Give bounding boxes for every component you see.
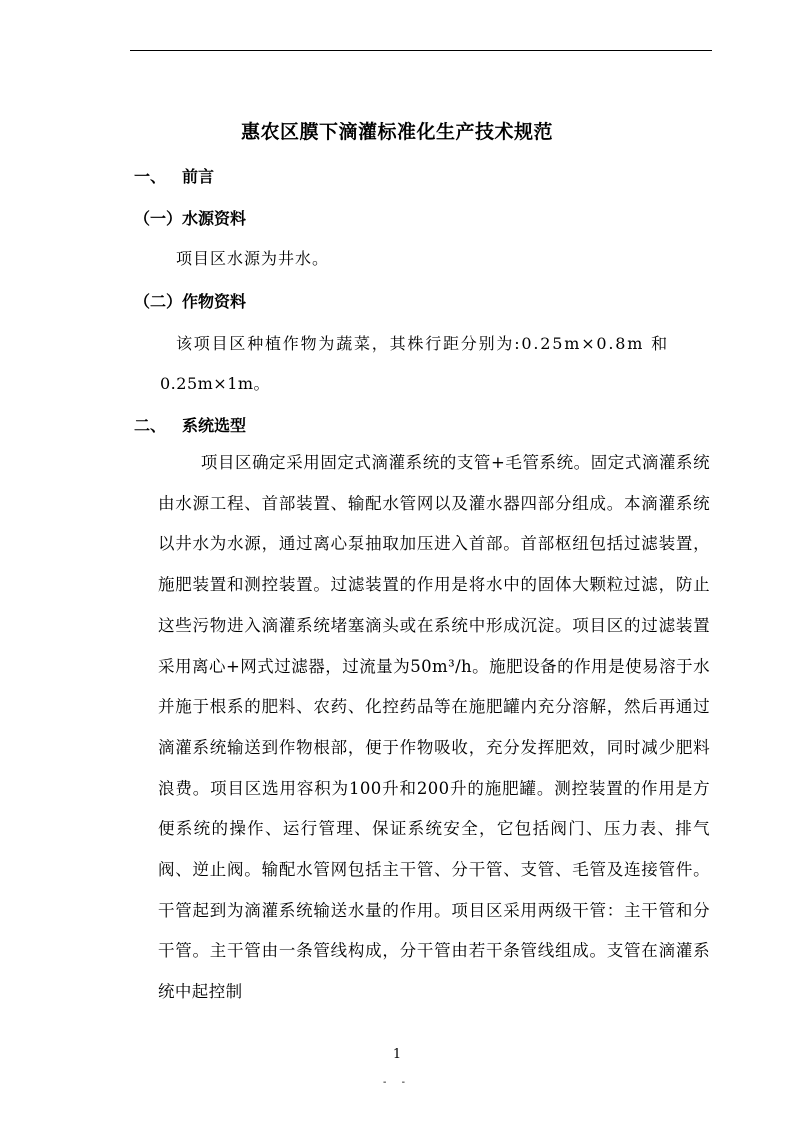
paragraph-water-source: 项目区水源为井水。 bbox=[176, 249, 330, 268]
subsection-heading-water-source: （一）水源资料 bbox=[134, 209, 247, 228]
section-number: 一、 bbox=[134, 167, 167, 186]
section-number: 二、 bbox=[134, 416, 167, 435]
footer-mark: - - bbox=[383, 1077, 411, 1088]
page-number: 1 bbox=[392, 1047, 402, 1062]
section-title: 前言 bbox=[182, 167, 215, 186]
paragraph-crop-line1: 该项目区种植作物为蔬菜，其株行距分别为:0.25m×0.8m 和 bbox=[176, 334, 669, 353]
paragraph-crop-line2: 0.25m×1m。 bbox=[160, 374, 271, 393]
header-rule bbox=[130, 50, 712, 51]
section-title: 系统选型 bbox=[182, 416, 247, 435]
document-title: 惠农区膜下滴灌标准化生产技术规范 bbox=[240, 121, 553, 143]
section-heading-system-selection bbox=[134, 413, 246, 436]
section-heading-preface bbox=[134, 164, 214, 187]
subsection-heading-crop: （二）作物资料 bbox=[134, 292, 247, 311]
paragraph-system-selection: 项目区确定采用固定式滴灌系统的支管+毛管系统。固定式滴灌系统由水源工程、首部装置、输配水管网以及灌水器四部分组成。本滴灌系统以井水为水源，通过离心泵抽取加压进入首部。首部枢纽包括过滤装置，施肥装置和测控装置。过滤装置的作用是将水中的固体大颗粒过滤，防止这些污物进入滴灌系统堵塞滴头或在系统中形成沉淀。项目区的过滤装置采用离心+网式过滤器，过流量为50m³/h。施肥设备的作用是使易溶于水并施于根系的肥料、农药、化控药品等在施肥罐内充分溶解，然后再通过滴灌系统输送到作物根部，便于作物吸收，充分发挥肥效，同时减少肥料浪费。项目区选用容积为100升和200升的施肥罐。测控装置的作用是方便系统的操作、运行管理、保证系统安全，它包括阀门、压力表、排气阀、逆止阀。输配水管网包括主干管、分干管、支管、毛管及连接管件。干管起到为滴灌系统输送水量的作用。项目区采用两级干管：主干管和分干管。主干管由一条管线构成，分干管由若干条管线组成。支管在滴灌系统中起控制 bbox=[158, 453, 710, 1002]
